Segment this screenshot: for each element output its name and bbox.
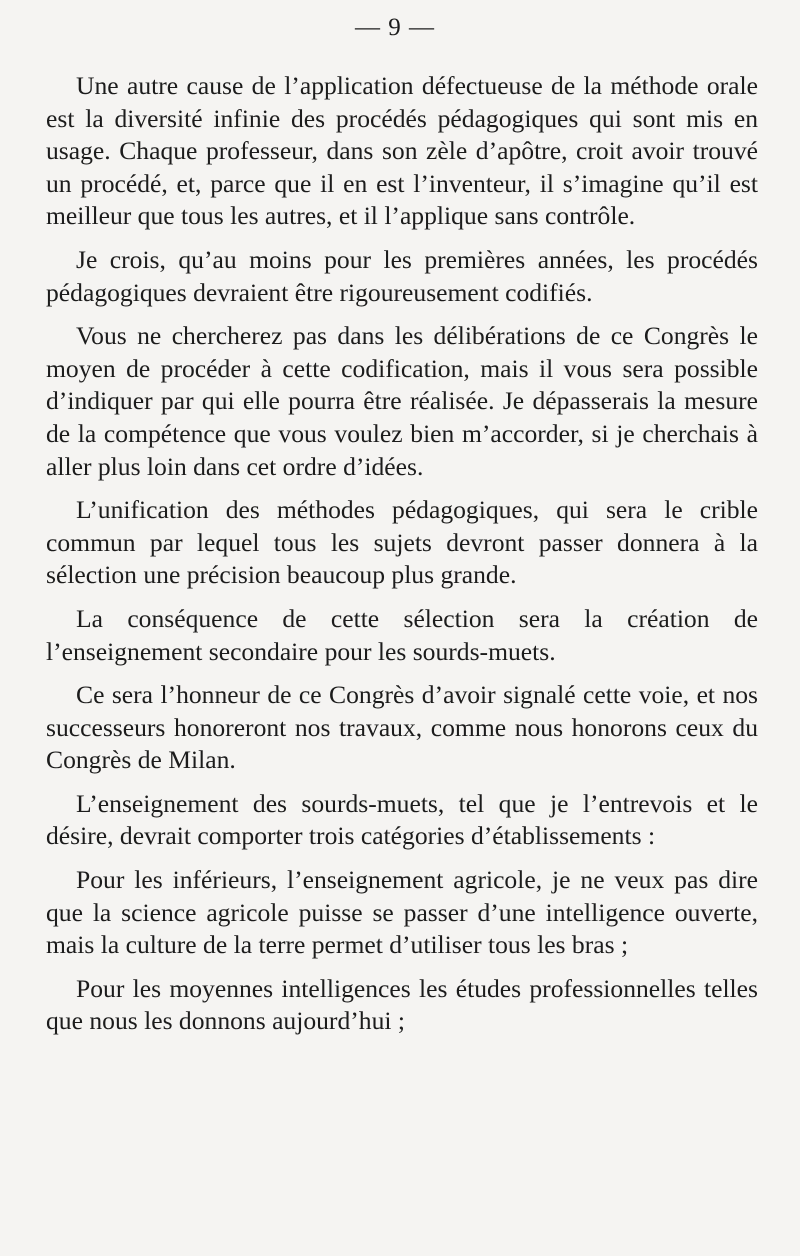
paragraph-2: Je crois, qu’au moins pour les premières années, les procédés pédagogiques devraient être rigoureusement codifiés. [46, 244, 758, 307]
paragraph-4: L’unification des méthodes pédagogiques, qui sera le crible commun par lequel tous les sujets devront passer donnera à la sélection une précision beaucoup plus grande. [46, 495, 758, 590]
paragraph-6: Ce sera l’honneur de ce Congrès d’avoir signalé cette voie, et nos successeurs honoreront nos travaux, comme nous honorons ceux du Congrès de Milan. [46, 680, 758, 775]
paragraph-9: Pour les moyennes intelligences les études professionnelles telles que nous les donnons aujourd’hui ; [46, 973, 758, 1036]
paragraph-7: L’enseignement des sourds-muets, tel que je l’entrevois et le désire, devrait comporter trois catégories d’établissements : [46, 788, 758, 851]
page-number: — 9 — [355, 14, 435, 41]
body-text [46, 70, 758, 1049]
paragraph-5: La conséquence de cette sélection sera la création de l’enseignement secondaire pour les sourds-muets. [46, 603, 758, 666]
paragraph-8: Pour les inférieurs, l’enseignement agricole, je ne veux pas dire que la science agricole puisse se passer d’une intelligence ouverte, mais la culture de la terre permet d’utiliser tous les bras ; [46, 865, 758, 960]
paragraph-3: Vous ne chercherez pas dans les délibérations de ce Congrès le moyen de procéder à cette codification, mais il vous sera possible d’indiquer par qui elle pourra être réalisée. Je dépasserais la mesure de la compétence que vous voulez bien m’accorder, si je cherchais à aller plus loin dans cet ordre d’idées. [46, 321, 758, 481]
paragraph-1: Une autre cause de l’application défectueuse de la méthode orale est la diversité infinie des procédés pédagogiques qui sont mis en usage. Chaque professeur, dans son zèle d’apôtre, croit avoir trouvé un procédé, et, parce que il en est l’inventeur, il s’imagine qu’il est meilleur que tous les autres, et il l’applique sans contrôle. [46, 71, 758, 231]
